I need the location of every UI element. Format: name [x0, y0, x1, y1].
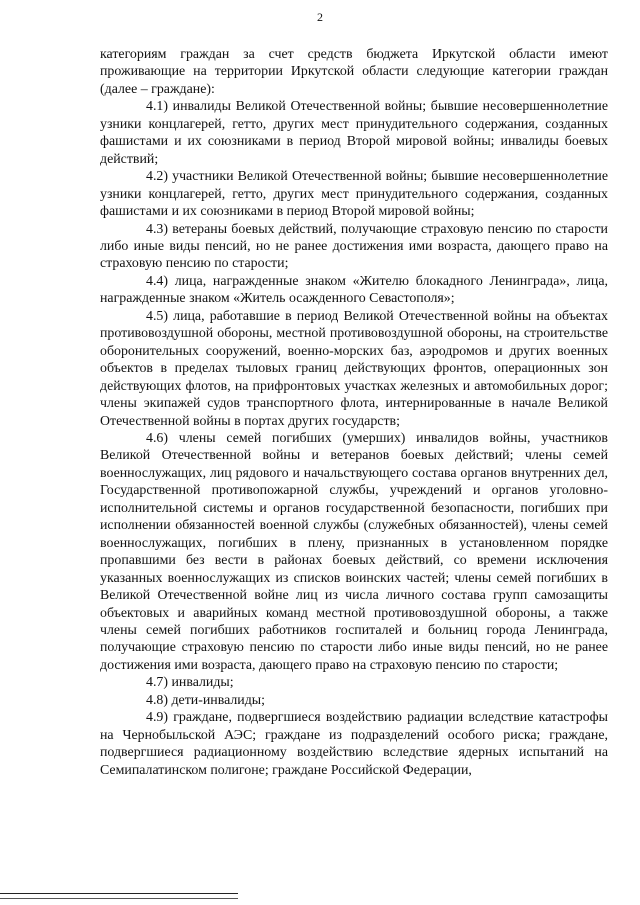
paragraph-4-4: 4.4) лица, награжденные знаком «Жителю блокадного Ленинграда», лица, награжденные знаком «Житель осажденного Севастополя»; [100, 273, 608, 307]
page-number: 2 [317, 10, 323, 24]
footer-rule [0, 893, 238, 894]
paragraph-4-9: 4.9) граждане, подвергшиеся воздействию радиации вследствие катастрофы на Чернобыльской АЭС; граждане из подразделений особого риска; граждане, подвергшиеся радиационному воздействию вследствие ядерных испытаний на Семипалатинском полигоне; граждане Российской Федерации, [100, 710, 608, 778]
paragraph-intro: категориям граждан за счет средств бюджета Иркутской области имеют проживающие на территории Иркутской области следующие категории граждан (далее – граждане): [100, 47, 608, 97]
footer-rule-secondary [0, 898, 238, 899]
document-body [100, 46, 608, 779]
paragraph-4-5: 4.5) лица, работавшие в период Великой Отечественной войны на объектах противовоздушной обороны, местной противовоздушной обороны, на строительстве оборонительных сооружений, военно-морских баз, аэродромов и других военных объектов в пределах тыловых границ действующих фронтов, операционных зон действующих флотов, на прифронтовых участках железных и автомобильных дорог; члены экипажей судов транспортного флота, интернированные в начале Великой Отечественной войны в портах других государств; [100, 308, 608, 429]
paragraph-4-2: 4.2) участники Великой Отечественной войны; бывшие несовершеннолетние узники концлагерей, гетто, других мест принудительного содержания, созданных фашистами и их союзниками в период Второй мировой войны; [100, 169, 608, 220]
paragraph-4-1: 4.1) инвалиды Великой Отечественной войны; бывшие несовершеннолетние узники концлагерей, гетто, других мест принудительного содержания, созданных фашистами и их союзниками в период Второй мировой войны; инвалиды боевых действий; [100, 99, 608, 167]
paragraph-4-8: 4.8) дети-инвалиды; [146, 692, 265, 708]
paragraph-4-3: 4.3) ветераны боевых действий, получающие страховую пенсию по старости либо иные виды пенсий, но не ранее достижения ими возраста, дающего право на страховую пенсию по старости; [100, 221, 608, 272]
paragraph-4-6: 4.6) члены семей погибших (умерших) инвалидов войны, участников Великой Отечественной войны и ветеранов боевых действий; члены семей военнослужащих, лиц рядового и начальствующего состава органов внутренних дел, Государственной противопожарной службы, учреждений и органов уголовно-исполнительной системы и органов государственной безопасности, погибших при исполнении обязанностей военной службы (служебных обязанностей), члены семей военнослужащих, погибших в плену, признанных в установленном порядке пропавшими без вести в районах боевых действий, со времени исключения указанных военнослужащих из списков воинских частей; члены семей погибших в Великой Отечественной войне лиц из числа личного состава групп самозащиты объектовых и аварийных команд местной противовоздушной обороны, а также члены семей погибших работников госпиталей и больниц города Ленинграда, получающие страховую пенсию по старости либо иные виды пенсий, но не ранее достижения ими возраста, дающего право на страховую пенсию по старости; [100, 430, 608, 673]
paragraph-4-7: 4.7) инвалиды; [146, 675, 234, 691]
